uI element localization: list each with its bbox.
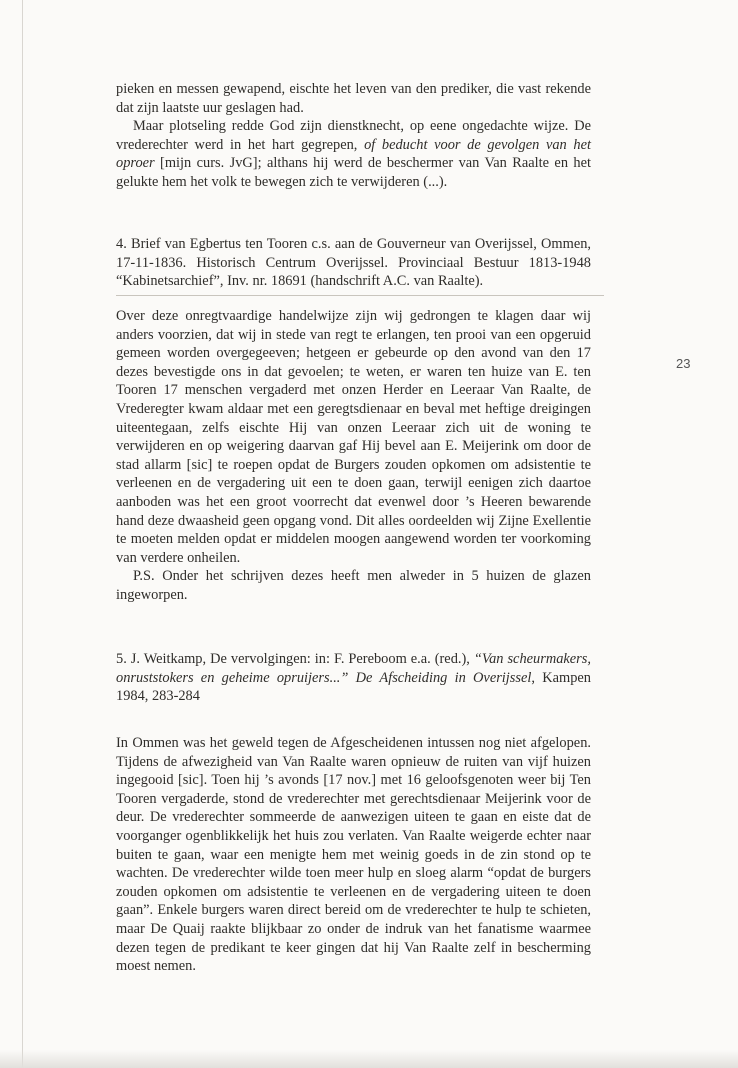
source-4-citation: 4. Brief van Egbertus ten Tooren c.s. aan de Gouverneur van Overijssel, Ommen, 17-11-1836. Historisch Centrum Overijssel. Provinciaal Bestuur 1813-1948 “Kabinetsarchief”, Inv. nr. 18691 (handschrift A.C. van Raalte). bbox=[116, 236, 591, 290]
intro-quote-italic: of beducht voor de gevolgen van het oproer bbox=[116, 136, 591, 172]
intro-quote-paragraph-2 bbox=[116, 117, 591, 191]
intro-quote-text-a: Maar plotseling redde God zijn dienstknecht, op eene ongedachte wijze. De vrederechter werd in het hart gegrepen, bbox=[116, 118, 591, 153]
page-number: 23 bbox=[676, 356, 691, 371]
final-paragraph-text: In Ommen was het geweld tegen de Afgescheidenen intussen nog niet afgelopen. Tijdens de afwezigheid van Van Raalte waren opnieuw de ruiten van vijf huizen ingegooid [sic]. Toen hij ’s avonds [17 nov.] met 16 geloofsgenoten weer bij Ten Tooren vergaderde, stond de vrederechter met gerechtsdienaar Meijerink voor de deur. De vrederechter sommeerde de aanwezigen uiteen te gaan en eiste dat de voorganger ogenblikkelijk het huis zou verlaten. Van Raalte weigerde echter naar buiten te gaan, waar een menigte hem met weinig goeds in de zin stond op te wachten. De vrederechter wilde toen meer hulp en sloeg alarm “opdat de burgers zouden opkomen om adsistentie te verleenen en de vergadering uiteen te doen gaan”. Enkele burgers waren direct bereid om de vrederechter te hulp te schieten, maar De Quaij raakte blijkbaar zo onder de indruk van het fanatisme waarmee dezen tegen de predikant te keer gingen dat hij Van Raalte zelf in bescherming moest nemen. bbox=[116, 735, 591, 975]
citation-divider bbox=[116, 295, 604, 296]
letter-quote bbox=[116, 307, 591, 605]
intro-quote bbox=[116, 80, 591, 192]
intro-quote-paragraph-1: pieken en messen gewapend, eischte het leven van den prediker, die vast rekende dat zijn laatste uur geslagen had. bbox=[116, 81, 591, 116]
source-5-text-b: , Kampen 1984, 283-284 bbox=[116, 669, 591, 705]
letter-paragraph-1: Over deze onregtvaardige handelwijze zijn wij gedrongen te klagen daar wij anders voorzien, dat wij in stede van regt te erlangen, ten prooi van een opgeruid gemeen worden overgegeeven; hetgeen er gebeurde op den avond van den 17 dezes bevestigde ons in dat gevoelen; te weten, er waren ten huize van E. ten Tooren 17 menschen vergaderd met onzen Herder en Leeraar Van Raalte, de Vrederegter kwam aldaar met een geregtsdienaar en beval met heftige dreigingen uiteentegaan, zelfs eischte Hij van onzen Leeraar zich uit de woning te verwijderen en op weigering daarvan gaf Hij bevel aan E. Meijerink om door de stad allarm [sic] te roepen opdat de Burgers zouden opkomen om adsistentie te verleenen en de vergadering uit een te doen gaan, terwijl eenigen zich daartoe aanboden was het een groot voorrecht dat evenwel door ’s Heeren bewarende hand deze dwaasheid geen opgang vond. Dit alles oordeelden wij Zijne Exellentie te moeten melden opdat er middelen moogen aangewend worden ter voorkoming van verdere onheilen. bbox=[116, 308, 591, 566]
final-paragraph bbox=[116, 734, 591, 976]
intro-quote-text-b: [mijn curs. JvG]; althans hij werd de beschermer van Van Raalte en het gelukte hem het volk te bewegen zich te verwijderen (...). bbox=[116, 155, 591, 190]
letter-postscript: P.S. Onder het schrijven dezes heeft men alweder in 5 huizen de glazen ingeworpen. bbox=[116, 568, 591, 603]
source-5-italic-title: “Van scheurmakers, onruststokers en geheime opruijers...” De Afscheiding in Overijssel bbox=[116, 651, 591, 686]
source-5-text-a: 5. J. Weitkamp, De vervolgingen: in: F. Pereboom e.a. (red.), bbox=[116, 651, 474, 667]
page-gutter-line bbox=[22, 0, 23, 1068]
page-bottom-shadow bbox=[0, 1050, 738, 1068]
source-5-citation bbox=[116, 650, 591, 706]
